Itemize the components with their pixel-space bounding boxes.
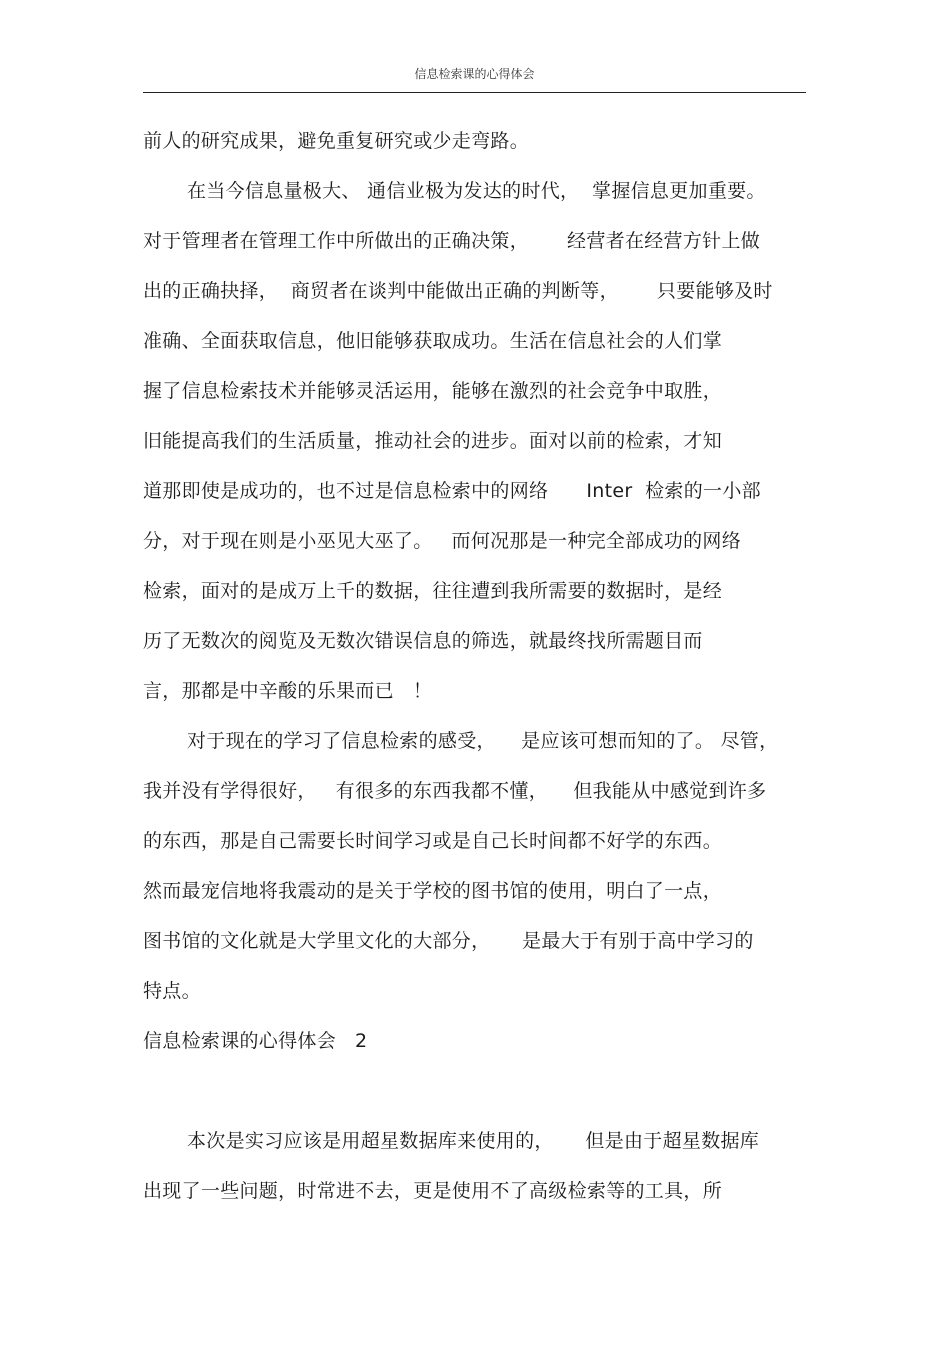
text-line: 言，那都是中辛酸的乐果而已 ！ bbox=[143, 680, 433, 702]
text-line: 道那即使是成功的，也不过是信息检索中的网络 Inter 检索的一小部 bbox=[143, 480, 761, 502]
document-body bbox=[143, 116, 806, 1216]
text-line: 旧能提高我们的生活质量，推动社会的进步。面对以前的检索，才知 bbox=[143, 430, 723, 452]
text-line: 的东西，那是自己需要长时间学习或是自己长时间都不好学的东西。 bbox=[143, 830, 723, 852]
text-line: 特点。 bbox=[143, 980, 201, 1002]
section-title: 信息检索课的心得体会 2 bbox=[143, 1030, 368, 1052]
text-line: 分，对于现在则是小巫见大巫了。 而何况那是一种完全部成功的网络 bbox=[143, 530, 742, 552]
paragraph-start: 本次是实习应该是用超星数据库来使用的， 但是由于超星数据库 bbox=[187, 1130, 760, 1152]
text-line: 握了信息检索技术并能够灵活运用，能够在激烈的社会竞争中取胜， bbox=[143, 380, 723, 402]
text-line: 前人的研究成果，避免重复研究或少走弯路。 bbox=[143, 130, 530, 152]
text-line: 出的正确抉择， 商贸者在谈判中能做出正确的判断等， 只要能够及时 bbox=[143, 280, 773, 302]
paragraph-start: 在当今信息量极大、 通信业极为发达的时代， 掌握信息更加重要。 bbox=[187, 180, 766, 202]
text-line: 对于管理者在管理工作中所做出的正确决策， 经营者在经营方针上做 bbox=[143, 230, 761, 252]
paragraph-start: 对于现在的学习了信息检索的感受， 是应该可想而知的了。 尽管， bbox=[187, 730, 779, 752]
text-line: 然而最宠信地将我震动的是关于学校的图书馆的使用，明白了一点， bbox=[143, 880, 723, 902]
text-line: 检索，面对的是成万上千的数据，往往遭到我所需要的数据时，是经 bbox=[143, 580, 723, 602]
text-line: 我并没有学得很好， 有很多的东西我都不懂， 但我能从中感觉到许多 bbox=[143, 780, 767, 802]
header-title: 信息检索课的心得体会 bbox=[414, 67, 535, 81]
text-line: 图书馆的文化就是大学里文化的大部分， 是最大于有别于高中学习的 bbox=[143, 930, 754, 952]
text-line: 准确、全面获取信息，他旧能够获取成功。生活在信息社会的人们掌 bbox=[143, 330, 723, 352]
page-header bbox=[143, 64, 806, 93]
blank-line bbox=[143, 1066, 806, 1116]
text-line: 历了无数次的阅览及无数次错误信息的筛选，就最终找所需题目而 bbox=[143, 630, 703, 652]
text-line: 出现了一些问题，时常进不去，更是使用不了高级检索等的工具，所 bbox=[143, 1180, 723, 1202]
